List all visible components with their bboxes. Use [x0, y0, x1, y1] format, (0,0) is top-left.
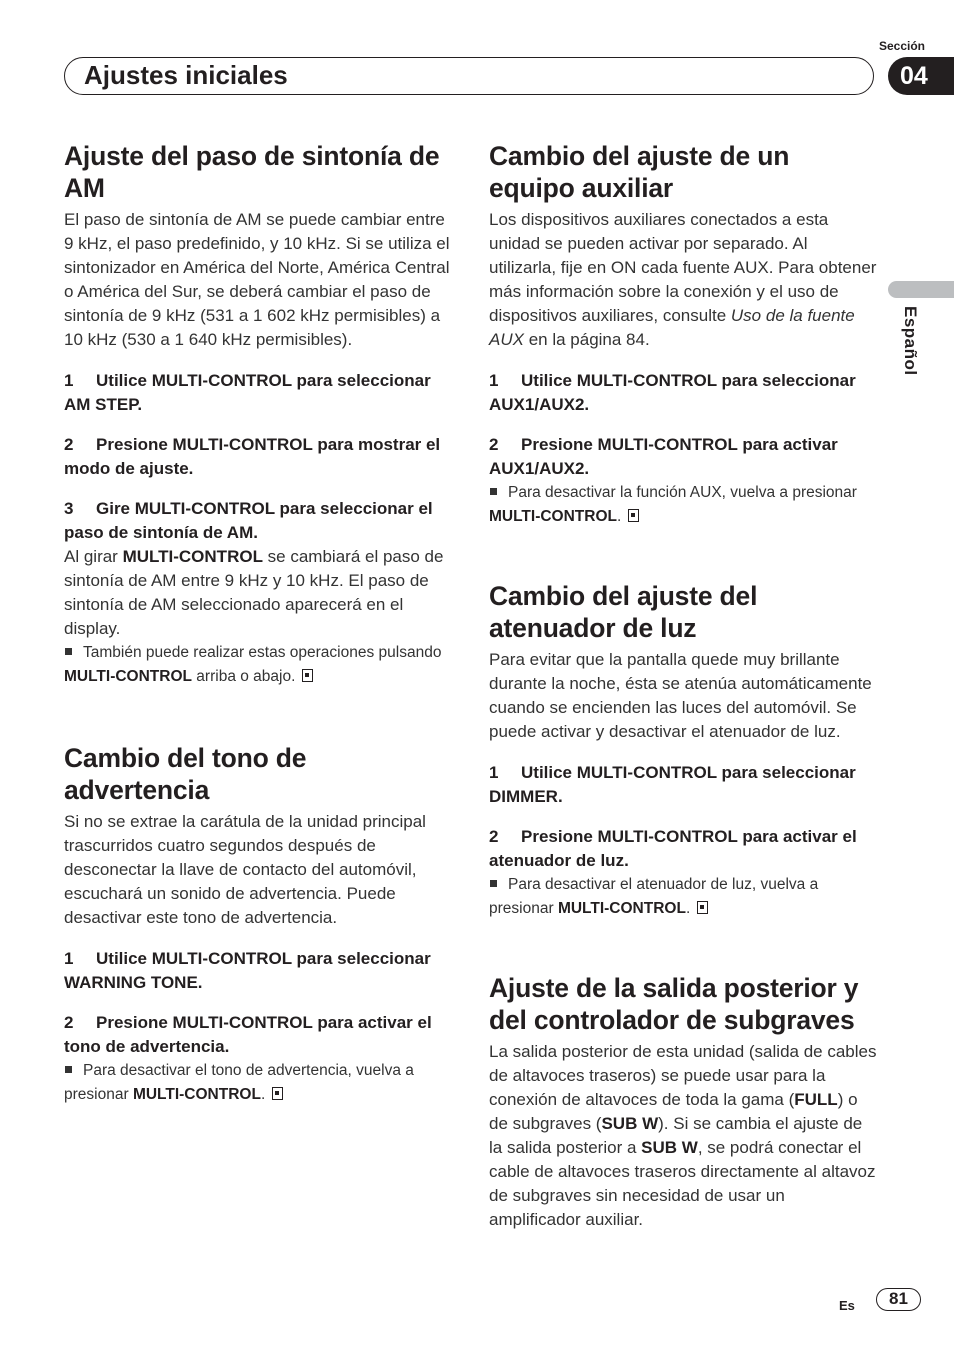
- left-column: [64, 140, 452, 1107]
- step-item: 2 Presione MULTI-CONTROL para activar el tono de advertencia.: [64, 1013, 432, 1056]
- page-number: 81: [876, 1288, 921, 1311]
- step-item: 2 Presione MULTI-CONTROL para activar el atenuador de luz.: [489, 827, 857, 870]
- end-mark-icon: [272, 1087, 283, 1100]
- right-column: [489, 140, 877, 1232]
- bullet-icon: [65, 1066, 72, 1073]
- bullet-icon: [65, 648, 72, 655]
- section-intro: Para evitar que la pantalla quede muy brillante durante la noche, ésta se atenúa automáticamente cuando se encienden las luces del automóvil. Se puede activar y desactivar el atenuador de luz.: [489, 650, 872, 741]
- note: También puede realizar estas operaciones pulsando MULTI-CONTROL arriba o abajo.: [64, 644, 442, 685]
- step-item: 1 Utilice MULTI-CONTROL para seleccionar DIMMER.: [489, 763, 856, 806]
- section-dimmer: [489, 580, 877, 921]
- language-side-label: Español: [901, 306, 920, 376]
- section-title: Cambio del tono de advertencia: [64, 743, 307, 805]
- step-item: 1 Utilice MULTI-CONTROL para seleccionar AUX1/AUX2.: [489, 371, 856, 414]
- note: Para desactivar el tono de advertencia, vuelva a presionar MULTI-CONTROL.: [64, 1062, 414, 1103]
- step-description: Al girar MULTI-CONTROL se cambiará el paso de sintonía de AM entre 9 kHz y 10 kHz. El paso de sintonía de AM seleccionado aparecerá en el display.: [64, 547, 444, 638]
- step-item: 3 Gire MULTI-CONTROL para seleccionar el paso de sintonía de AM.: [64, 499, 433, 542]
- bullet-icon: [490, 880, 497, 887]
- section-intro: Los dispositivos auxiliares conectados a esta unidad se pueden activar por separado. Al utilizarla, fije en ON cada fuente AUX. Para obtener más información sobre la conexión y el uso de dispositivos auxiliares, consulte Uso de la fuente AUX en la página 84.: [489, 210, 877, 349]
- section-intro: El paso de sintonía de AM se puede cambiar entre 9 kHz, el paso predefinido, y 10 kHz. Si se utiliza el sintonizador en América del Norte, América Central o América del Sur, se deberá cambiar el paso de sintonía de 9 kHz (531 a 1 602 kHz permisibles) a 10 kHz (530 a 1 640 kHz permisibles).: [64, 210, 450, 349]
- step-item: 1 Utilice MULTI-CONTROL para seleccionar AM STEP.: [64, 371, 431, 414]
- section-title: Ajuste de la salida posterior y del controlador de subgraves: [489, 973, 859, 1035]
- section-label: Sección: [878, 39, 926, 53]
- section-title: Cambio del ajuste de un equipo auxiliar: [489, 141, 790, 203]
- step-item: 2 Presione MULTI-CONTROL para mostrar el modo de ajuste.: [64, 435, 441, 478]
- end-mark-icon: [697, 901, 708, 914]
- section-intro: La salida posterior de esta unidad (salida de cables de altavoces traseros) se puede usar para la conexión de altavoces de toda la gama (FULL) o de subgraves (SUB W). Si se cambia el ajuste de la salida posterior a SUB W, se podrá conectar el cable de altavoces traseros directamente al altavoz de subgraves sin necesidad de usar un amplificador auxiliar.: [489, 1042, 877, 1229]
- section-am-step: [64, 140, 452, 689]
- section-intro: Si no se extrae la carátula de la unidad principal trascurridos cuatro segundos después de desconectar la llave de contacto del automóvil, escuchará un sonido de advertencia. Puede desactivar este tono de advertencia.: [64, 812, 426, 927]
- language-tab-marker: [888, 281, 954, 298]
- footer-language-code: Es: [839, 1298, 855, 1313]
- step-item: 1 Utilice MULTI-CONTROL para seleccionar WARNING TONE.: [64, 949, 431, 992]
- section-title: Cambio del ajuste del atenuador de luz: [489, 581, 758, 643]
- step-item: 2 Presione MULTI-CONTROL para activar AUX1/AUX2.: [489, 435, 838, 478]
- section-rear-output: [489, 972, 877, 1232]
- section-warning-tone: [64, 742, 452, 1107]
- section-number-badge: 04: [888, 57, 954, 95]
- note: Para desactivar la función AUX, vuelva a presionar MULTI-CONTROL.: [489, 484, 857, 525]
- end-mark-icon: [628, 509, 639, 522]
- section-title: Ajuste del paso de sintonía de AM: [64, 141, 440, 203]
- end-mark-icon: [302, 669, 313, 682]
- chapter-title: Ajustes iniciales: [84, 60, 288, 90]
- bullet-icon: [490, 488, 497, 495]
- note: Para desactivar el atenuador de luz, vuelva a presionar MULTI-CONTROL.: [489, 876, 819, 917]
- section-aux: [489, 140, 877, 529]
